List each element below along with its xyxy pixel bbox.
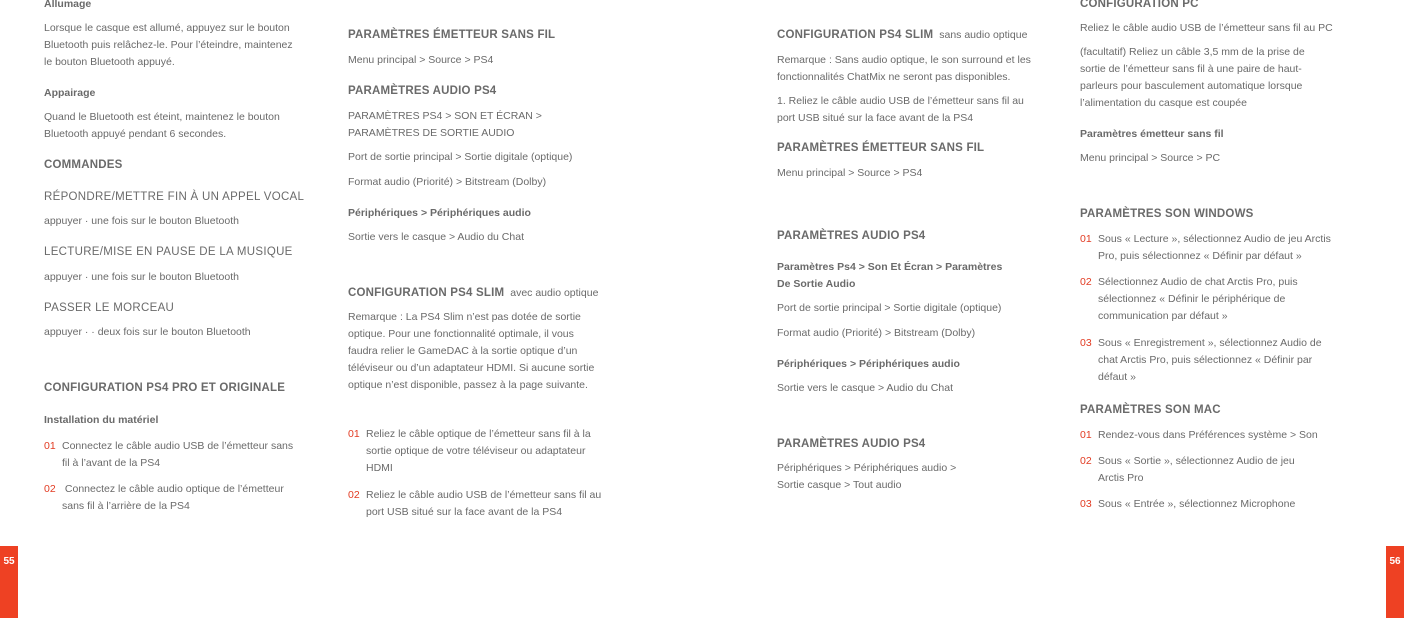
step-number: 01 — [348, 428, 360, 440]
slim-heading: CONFIGURATION PS4 SLIM sans audio optique — [777, 29, 1028, 41]
step-number: 03 — [1080, 337, 1092, 349]
config-pc-heading: CONFIGURATION PC — [1080, 0, 1199, 10]
appairage-title: Appairage — [44, 87, 96, 99]
slim-step: 1. Reliez le câble audio USB de l’émetteur sans fil au port USB situé sur la face avant de la PS4 — [777, 95, 1024, 124]
reliez-text: Reliez le câble audio USB de l’émetteur sans fil au PC — [1080, 22, 1333, 34]
port-text: Port de sortie principal > Sortie digitale (optique) — [348, 151, 573, 163]
page-number-tab-left — [0, 546, 18, 618]
step-number: 02 — [348, 489, 360, 501]
page-number: 55 — [3, 556, 15, 567]
allumage-text: Lorsque le casque est allumé, appuyez sur le bouton Bluetooth puis relâchez-le. Pour l’éteindre, maintenez le bouton Bluetooth appuyé. — [44, 22, 293, 68]
periph-text: Sortie vers le casque > Audio du Chat — [777, 382, 953, 394]
emetteur-title: Paramètres émetteur sans fil — [1080, 128, 1224, 140]
step-number: 01 — [44, 440, 56, 452]
emetteur-text: Menu principal > Source > PC — [1080, 152, 1221, 164]
audio-path: PARAMÈTRES PS4 > SON ET ÉCRAN > PARAMÈTRES DE SORTIE AUDIO — [348, 110, 542, 139]
list-item: 01 Connectez le câble audio USB de l’émetteur sans fil à l’avant de la PS4 — [44, 440, 294, 469]
periph-title: Périphériques > Périphériques audio — [777, 358, 960, 370]
mac-heading: PARAMÈTRES SON MAC — [1080, 404, 1221, 416]
config-pro-heading: CONFIGURATION PS4 PRO ET ORIGINALE — [44, 382, 286, 394]
slim-remark: Remarque : La PS4 Slim n’est pas dotée de sortie optique. Pour une fonctionnalité optimale, il vous faudra relier le GameDAC à la sortie optique d’un téléviseur ou d’un adaptateur HDMI. Si aucune sortie optique n’est disponible, passez à la page suivante. — [348, 311, 595, 391]
list-item: 02 Reliez le câble audio USB de l’émetteur sans fil au port USB situé sur la face avant de la PS4 — [348, 489, 602, 518]
appairage-text: Quand le Bluetooth est éteint, maintenez le bouton Bluetooth appuyé pendant 6 secondes. — [44, 111, 280, 140]
audio-heading: PARAMÈTRES AUDIO PS4 — [777, 230, 926, 242]
port-text: Port de sortie principal > Sortie digitale (optique) — [777, 302, 1002, 314]
installation-title: Installation du matériel — [44, 414, 159, 426]
windows-heading: PARAMÈTRES SON WINDOWS — [1080, 208, 1254, 220]
list-item: 01 Rendez-vous dans Préférences système > Son — [1080, 427, 1318, 444]
periph-text: Sortie vers le casque > Audio du Chat — [348, 231, 524, 243]
step-number: 01 — [1080, 429, 1092, 441]
repondre-text: appuyer · une fois sur le bouton Bluetooth — [44, 215, 239, 227]
allumage-title: Allumage — [44, 0, 92, 10]
list-item: 01 Sous « Lecture », sélectionnez Audio de jeu Arctis Pro, puis sélectionnez « Définir par défaut » — [1080, 233, 1331, 262]
lecture-text: appuyer · une fois sur le bouton Bluetooth — [44, 271, 239, 283]
emetteur-text: Menu principal > Source > PS4 — [777, 167, 923, 179]
audio-heading: PARAMÈTRES AUDIO PS4 — [348, 85, 497, 97]
params-path: Paramètres Ps4 > Son Et Écran > Paramètres De Sortie Audio — [777, 261, 1003, 290]
repondre-heading: RÉPONDRE/METTRE FIN À UN APPEL VOCAL — [44, 191, 305, 203]
audio2-heading: PARAMÈTRES AUDIO PS4 — [777, 438, 926, 450]
facultatif-text: (facultatif) Reliez un câble 3,5 mm de la prise de sortie de l’émetteur sans fil à une paire de haut- parleurs pour basculement automatique lorsque l’alimentation du casque est coupée — [1080, 46, 1305, 109]
list-item: 02 Sous « Sortie », sélectionnez Audio de jeu Arctis Pro — [1080, 455, 1295, 484]
step-number: 02 — [44, 483, 56, 495]
page-number-tab-right — [1386, 546, 1404, 618]
format-text: Format audio (Priorité) > Bitstream (Dolby) — [348, 176, 547, 188]
audio2-text: Périphériques > Périphériques audio > Sortie casque > Tout audio — [777, 462, 957, 491]
list-item: 01 Reliez le câble optique de l’émetteur sans fil à la sortie optique de votre téléviseur ou adaptateur HDMI — [348, 428, 591, 474]
emetteur-text: Menu principal > Source > PS4 — [348, 54, 494, 66]
step-number: 03 — [1080, 498, 1092, 510]
lecture-heading: LECTURE/MISE EN PAUSE DE LA MUSIQUE — [44, 246, 293, 258]
emetteur-heading: PARAMÈTRES ÉMETTEUR SANS FIL — [348, 29, 556, 41]
step-number: 02 — [1080, 276, 1092, 288]
passer-heading: PASSER LE MORCEAU — [44, 302, 175, 314]
periph-title: Périphériques > Périphériques audio — [348, 207, 531, 219]
passer-text: appuyer · · deux fois sur le bouton Bluetooth — [44, 326, 251, 338]
slim-heading: CONFIGURATION PS4 SLIM avec audio optique — [348, 287, 599, 299]
list-item: 02 Connectez le câble audio optique de l’émetteur sans fil à l’arrière de la PS4 — [44, 483, 284, 512]
list-item: 03 Sous « Entrée », sélectionnez Microphone — [1080, 496, 1295, 513]
format-text: Format audio (Priorité) > Bitstream (Dolby) — [777, 327, 976, 339]
commandes-heading: COMMANDES — [44, 159, 123, 171]
emetteur-heading: PARAMÈTRES ÉMETTEUR SANS FIL — [777, 142, 985, 154]
step-number: 02 — [1080, 455, 1092, 467]
slim-remark: Remarque : Sans audio optique, le son surround et les fonctionnalités ChatMix ne seront pas disponibles. — [777, 54, 1031, 83]
step-number: 01 — [1080, 233, 1092, 245]
list-item: 03 Sous « Enregistrement », sélectionnez Audio de chat Arctis Pro, puis sélectionnez « Définir par défaut » — [1080, 337, 1322, 383]
page-number: 56 — [1389, 556, 1401, 567]
list-item: 02 Sélectionnez Audio de chat Arctis Pro, puis sélectionnez « Définir le périphérique de communication par défaut » — [1080, 276, 1298, 322]
